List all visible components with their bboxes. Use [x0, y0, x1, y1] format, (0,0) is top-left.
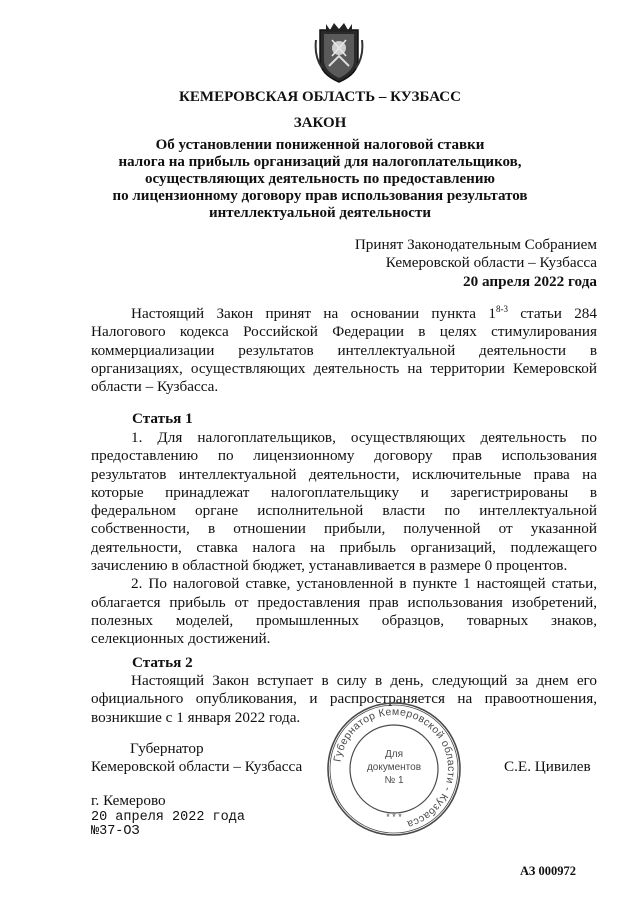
stamp-graphic	[325, 700, 463, 838]
article-line: полезных моделей, промышленных образцов, товарных знаков,	[91, 611, 597, 629]
preamble-line: Налогового кодекса Российской Федерации в целях стимулирования	[91, 323, 597, 341]
point-superscript: 8-3	[495, 304, 508, 314]
stamp-center-line: документов	[366, 762, 422, 773]
stamp-ring-text: Губернатор Кемеровской области - Кузбасса	[331, 705, 458, 831]
adoption-line: Принят Законодательным Собранием	[354, 236, 597, 253]
adoption-block	[300, 236, 597, 291]
preamble-line: организациях, осуществляющих деятельность на территории Кемеровской	[91, 359, 597, 377]
law-title-line: Об установлении пониженной налоговой ставки	[155, 137, 485, 153]
preamble-line: области – Кузбасса.	[91, 378, 219, 396]
signing-city: г. Кемерово	[91, 792, 166, 809]
article-line: федеральном органе исполнительной власти по интеллектуальной	[91, 502, 597, 520]
preamble-line: коммерциализации результатов интеллектуальной деятельности в	[91, 341, 597, 359]
signatory-position: Губернатор	[130, 740, 204, 757]
preamble-line	[91, 305, 597, 323]
form-serial-number: АЗ 000972	[520, 864, 576, 878]
stamp-stars: * * *	[386, 812, 402, 822]
article-line: зачислению в областной бюджет, устанавливается в размере 0 процентов.	[91, 557, 568, 575]
article-line: официального опубликования, и распространяется на правоотношения,	[91, 690, 597, 708]
coat-of-arms-emblem	[314, 20, 364, 84]
signing-date: 20 апреля 2022 года	[91, 810, 245, 825]
law-title-line: осуществляющих деятельность по предоставлению	[145, 171, 495, 187]
document-type: ЗАКОН	[293, 115, 347, 131]
region-heading: КЕМЕРОВСКАЯ ОБЛАСТЬ – КУЗБАСС	[179, 89, 461, 105]
adoption-date: 20 апреля 2022 года	[463, 272, 597, 290]
article-2-heading: Статья 2	[132, 654, 193, 671]
article-line: Настоящий Закон вступает в силу в день, следующий за днем его	[131, 672, 597, 689]
stamp-center-line: № 1	[384, 775, 404, 786]
article-1-heading: Статья 1	[132, 410, 193, 427]
article-line: которые принадлежат налогоплательщику и зарегистрированы в	[91, 483, 597, 501]
article-line: возникшие с 1 января 2022 года.	[91, 708, 301, 726]
signatory-region: Кемеровской области – Кузбасса	[91, 758, 303, 775]
law-title-line: по лицензионному договору прав использования результатов	[112, 188, 528, 204]
article-line: предоставлению по лицензионному договору прав использования	[91, 447, 597, 465]
article-line: результатов интеллектуальной деятельности, исключительные права на	[91, 465, 597, 483]
law-title-line: налога на прибыль организаций для налогоплательщиков,	[118, 154, 522, 170]
signatory-name: С.Е. Цивилев	[504, 758, 591, 775]
adoption-line: Кемеровской области – Кузбасса	[385, 254, 597, 272]
law-title-line: интеллектуальной деятельности	[209, 205, 431, 221]
article-line: облагается прибыль от предоставления прав использования изобретений,	[91, 593, 597, 611]
article-line: 2. По налоговой ставке, установленной в пункте 1 настоящей статьи,	[131, 575, 597, 593]
article-line: селекционных достижений.	[91, 630, 271, 648]
article-1-body	[91, 429, 597, 649]
official-stamp	[325, 700, 463, 838]
law-title	[0, 137, 640, 222]
preamble-text: статьи 284	[507, 305, 597, 322]
preamble-text: Настоящий Закон принят на основании пункта 1	[131, 305, 496, 322]
law-number: №37-ОЗ	[91, 824, 140, 839]
stamp-center-line: Для	[384, 749, 404, 760]
article-line: 1. Для налогоплательщиков, осуществляющих деятельность по	[131, 429, 597, 446]
article-line: деятельности, ставка налога на прибыль организаций, подлежащего	[91, 538, 597, 556]
article-line: собственности, в отношении прибыли, полученной от указанной	[91, 520, 597, 538]
preamble	[91, 305, 597, 396]
